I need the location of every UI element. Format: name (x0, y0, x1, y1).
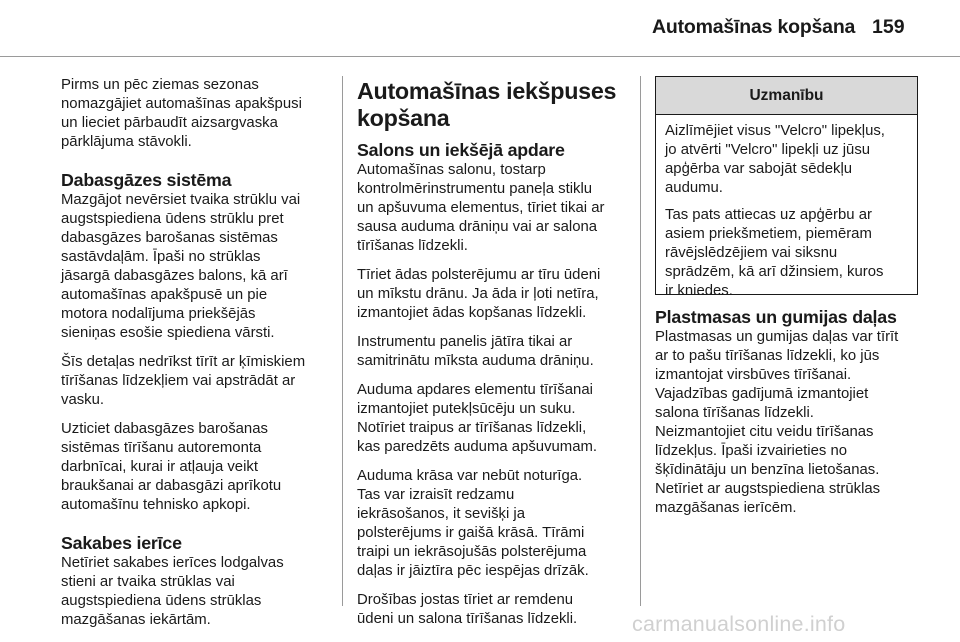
column-middle (357, 78, 629, 629)
exhaust-paragraph-1: Mazgājot nevērsiet tvaika strūklu vai augstspiediena ūdens strūklu pret dabasgāzes barošanas sistēmas sastāvdaļām. Īpaši no strūklas jāsargā dabasgāzes balons, kā arī automašīnas apakšpusē un pie motora nodalījuma priekšējās sieniņas esošie spiediena vārsti. (61, 192, 301, 341)
interior-paragraph-4: Auduma apdares elementu tīrīšanai izmantojiet putekļsūcēju un suku. Notīriet traipus ar tīrīšanas līdzekli, kas paredzēts auduma apšuvumam. (357, 382, 598, 455)
exhaust-system-heading: Dabasgāzes sistēma (61, 170, 232, 190)
exhaust-paragraph-3: Uzticiet dabasgāzes barošanas sistēmas tīrīšanu autoremonta darbnīcai, kurai ir atļauja veikt braukšanai ar dabasgāzi aprīkotu automašīnu tehnisko apkopi. (61, 421, 282, 513)
intro-paragraph: Pirms un pēc ziemas sezonas nomazgājiet automašīnas apakšpusi un lieciet pārbaudīt aizsargvaska pārklājuma stāvokli. (61, 77, 302, 150)
watermark: carmanualsonline.info (632, 612, 846, 636)
column-divider-1 (342, 76, 343, 606)
towbar-paragraph: Netīriet sakabes ierīces lodgalvas stieni ar tvaika strūklas vai augstspiediena ūdens strūklas mazgāšanas iekārtām. (61, 555, 284, 628)
column-right (655, 307, 930, 518)
interior-paragraph-3: Instrumentu panelis jātīra tikai ar samitrinātu mīksta auduma drāniņu. (357, 334, 594, 369)
column-left (61, 76, 333, 630)
interior-paragraph-6: Drošības jostas tīriet ar remdenu ūdeni un salona tīrīšanas līdzekli. (357, 592, 578, 627)
page-header-title: Automašīnas kopšana (652, 16, 856, 38)
plastic-rubber-heading: Plastmasas un gumijas daļas (655, 307, 897, 327)
interior-paragraph-5: Auduma krāsa var nebūt noturīga. Tas var izraisīt redzamu iekrāsošanos, it sevišķi ja polsterējums ir gaišā krāsā. Tīrāmi traipi un iekrāsojušās polsterējuma daļas ir jāiztīra pēc iespējas drīzāk. (357, 468, 589, 579)
caution-notice-box (655, 76, 918, 299)
interior-paragraph-1: Automašīnas salonu, tostarp kontrolmērinstrumentu paneļa stiklu un apšuvuma elementus, tīriet tikai ar sausa auduma drāniņu vai ar salona tīrīšanas līdzekli. (357, 162, 605, 254)
caution-notice-body (656, 115, 917, 301)
interior-subheading: Salons un iekšējā apdare (357, 140, 565, 160)
towbar-heading: Sakabes ierīce (61, 533, 182, 553)
caution-paragraph-1: Aizlīmējiet visus "Velcro" lipekļus, jo atvērti "Velcro" lipekļi uz jūsu apģērba var sabojāt sēdekļu audumu. (665, 123, 885, 196)
caution-paragraph-2: Tas pats attiecas uz apģērbu ar asiem priekšmetiem, piemēram rāvējslēdzējiem vai siksnu sprādzēm, kā arī džinsiem, kuros ir kniedes. (665, 207, 884, 299)
exhaust-paragraph-2: Šīs detaļas nedrīkst tīrīt ar ķīmiskiem tīrīšanas līdzekļiem vai apstrādāt ar vasku. (61, 354, 306, 408)
page-number: 159 (872, 16, 905, 38)
caution-notice-title: Uzmanību (656, 77, 917, 115)
section-title: Automašīnas iekšpuses kopšana (357, 78, 617, 131)
plastic-rubber-paragraph: Plastmasas un gumijas daļas var tīrīt ar to pašu tīrīšanas līdzekli, ko jūs izmantojat virsbūves tīrīšanai. Vajadzības gadījumā izmantojiet salona tīrīšanas līdzekli. Neizmantojiet citu veidu tīrīšanas līdzekļus. Īpaši izvairieties no šķīdinātāju un benzīna lietošanas. Netīriet ar augstspiediena strūklas mazgāšanas ierīcēm. (655, 329, 899, 516)
header-divider (0, 56, 960, 57)
interior-paragraph-2: Tīriet ādas polsterējumu ar tīru ūdeni un mīkstu drānu. Ja āda ir ļoti netīra, izmantojiet ādas kopšanas līdzekli. (357, 267, 601, 321)
column-divider-2 (640, 76, 641, 606)
